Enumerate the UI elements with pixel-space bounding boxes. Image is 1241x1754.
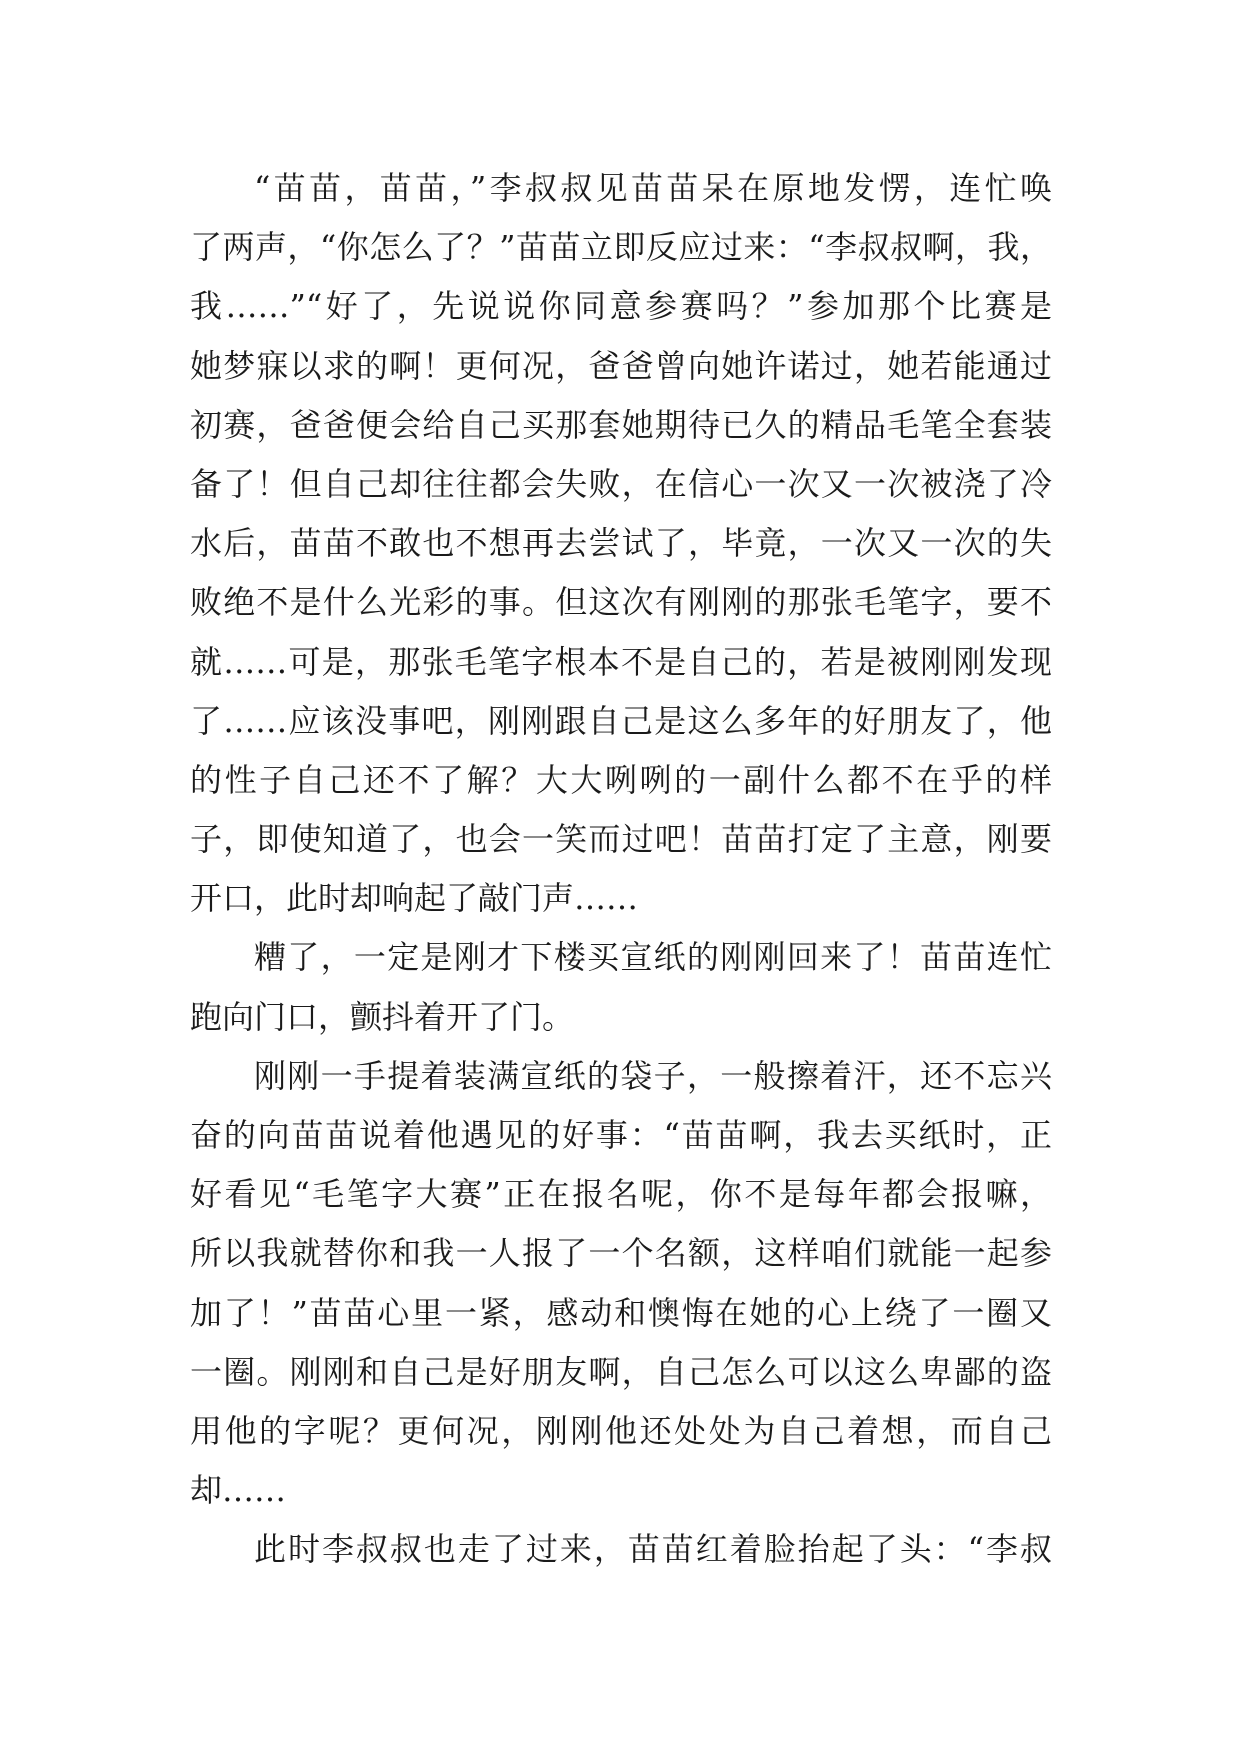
text-line: 刚刚一手提着装满宣纸的袋子，一般擦着汗，还不忘兴 bbox=[254, 1056, 1052, 1095]
text-line: 的性子自己还不了解？大大咧咧的一副什么都不在乎的样 bbox=[190, 760, 1052, 799]
text-line: 就……可是，那张毛笔字根本不是自己的，若是被刚刚发现 bbox=[190, 642, 1052, 681]
text-line: 糟了，一定是刚才下楼买宣纸的刚刚回来了！苗苗连忙 bbox=[254, 938, 1052, 977]
text-line: 奋的向苗苗说着他遇见的好事：“苗苗啊，我去买纸时，正 bbox=[190, 1116, 1052, 1154]
paragraph-3 bbox=[190, 1047, 1052, 1521]
text-line: 此时李叔叔也走了过来，苗苗红着脸抬起了头：“李叔 bbox=[254, 1530, 1052, 1569]
text-line: 好看见“毛笔字大赛”正在报名呢，你不是每年都会报嘛， bbox=[190, 1175, 1052, 1214]
text-line: “苗苗，苗苗，”李叔叔见苗苗呆在原地发愣，连忙唤 bbox=[254, 169, 1052, 207]
text-line: 了……应该没事吧，刚刚跟自己是这么多年的好朋友了，他 bbox=[190, 701, 1052, 740]
text-line: 加了！”苗苗心里一紧，感动和懊悔在她的心上绕了一圈又 bbox=[190, 1293, 1052, 1332]
paragraph-4 bbox=[190, 1520, 1052, 1579]
text-line: 一圈。刚刚和自己是好朋友啊，自己怎么可以这么卑鄙的盗 bbox=[190, 1352, 1052, 1391]
text-line: 了两声，“你怎么了？”苗苗立即反应过来：“李叔叔啊，我， bbox=[190, 228, 1052, 267]
text-line: 我……”“好了，先说说你同意参赛吗？”参加那个比赛是 bbox=[190, 287, 1052, 326]
text-line: 她梦寐以求的啊！更何况，爸爸曾向她许诺过，她若能通过 bbox=[190, 346, 1052, 385]
paragraph-1 bbox=[190, 159, 1052, 928]
text-line: 水后，苗苗不敢也不想再去尝试了，毕竟，一次又一次的失 bbox=[190, 524, 1052, 563]
text-line: 败绝不是什么光彩的事。但这次有刚刚的那张毛笔字，要不 bbox=[190, 583, 1052, 622]
text-line: 跑向门口，颤抖着开了门。 bbox=[190, 997, 575, 1036]
text-line: 所以我就替你和我一人报了一个名额，这样咱们就能一起参 bbox=[190, 1234, 1052, 1273]
text-line: 却…… bbox=[190, 1471, 287, 1510]
text-line: 子，即使知道了，也会一笑而过吧！苗苗打定了主意，刚要 bbox=[190, 820, 1052, 859]
body-text bbox=[190, 159, 1052, 1580]
text-line: 开口，此时却响起了敲门声…… bbox=[190, 879, 639, 918]
paragraph-2 bbox=[190, 928, 1052, 1046]
text-line: 用他的字呢？更何况，刚刚他还处处为自己着想，而自己 bbox=[190, 1411, 1052, 1450]
text-line: 备了！但自己却往往都会失败，在信心一次又一次被浇了冷 bbox=[190, 464, 1052, 503]
text-line: 初赛，爸爸便会给自己买那套她期待已久的精品毛笔全套装 bbox=[190, 405, 1052, 444]
